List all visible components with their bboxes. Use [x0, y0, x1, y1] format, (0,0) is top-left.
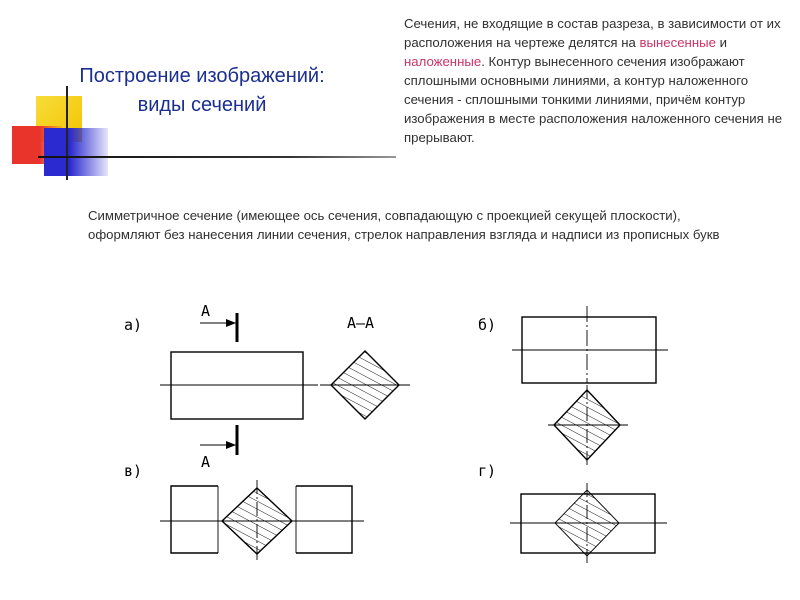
figure-a-cut-letter-bottom: А — [201, 453, 211, 471]
intro-part-1: Сечения, не входящие в состав разреза, в зависимости от их расположения на чертеже делятся на — [404, 16, 781, 50]
term-vynesennye: вынесенные — [639, 35, 716, 50]
figure-a-arrowhead-top — [226, 319, 236, 327]
figure-a-cut-letter-top: А — [201, 302, 211, 320]
figure-v-part-left — [171, 486, 218, 553]
figure-g — [478, 462, 667, 564]
title-line-2: виды сечений — [137, 94, 267, 116]
title-line-1: Построение изображений: — [79, 65, 325, 87]
figure-v-section-hatch — [215, 480, 300, 560]
figure-v — [124, 462, 364, 562]
figure-v-part-right — [296, 486, 352, 553]
figure-a-arrowhead-bottom — [226, 441, 236, 449]
intro-part-2: . Контур вынесенного сечения изображают сплошными основными линиями, а контур наложенного сечения - сплошными тонкими линиями, причём контур изображения в месте расположения наложенного сечения не прерывают. — [404, 54, 783, 145]
intro-conj: и — [715, 35, 727, 50]
figure-g-label: г) — [478, 462, 497, 480]
figure-a-label: а) — [124, 316, 143, 334]
figure-b — [478, 306, 668, 470]
symmetric-section-note: Симметричное сечение (имеющее ось сечения, совпадающую с проекцией секущей плоскости), оформляют без нанесения линии сечения, стрелок направления взгляда и надписи из прописных букв — [88, 208, 720, 242]
term-nalozhennye: наложенные — [404, 54, 482, 69]
figure-v-label: в) — [124, 462, 143, 480]
figure-a — [124, 302, 410, 471]
figure-a-section-label: А–А — [347, 314, 375, 332]
figure-b-label: б) — [478, 316, 497, 334]
